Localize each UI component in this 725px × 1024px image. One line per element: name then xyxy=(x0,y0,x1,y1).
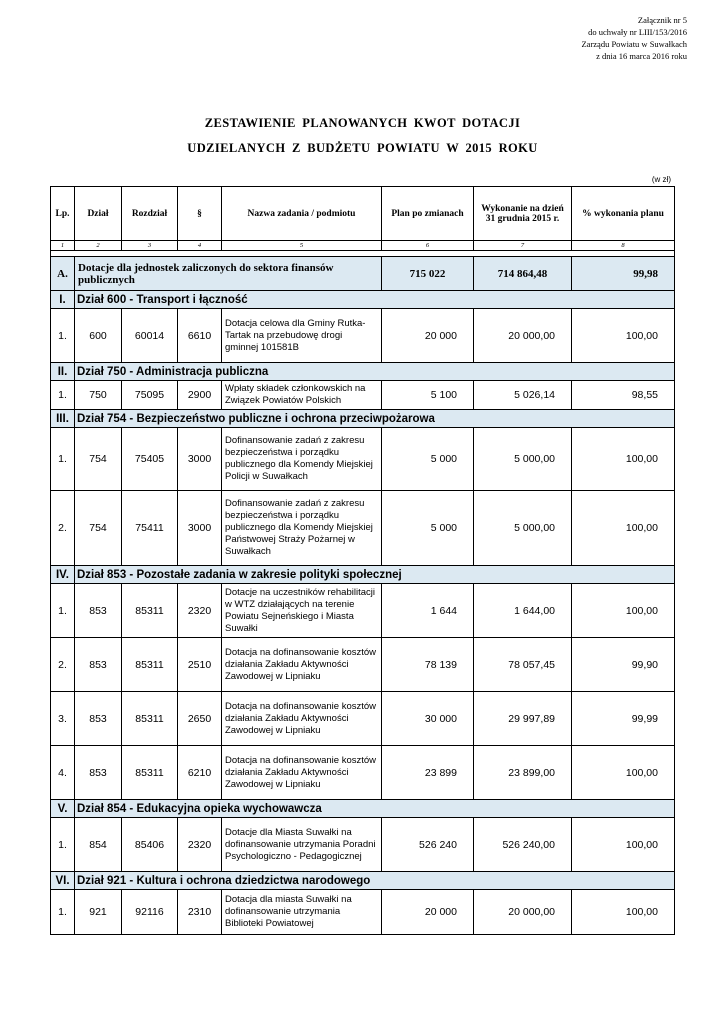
row-rozdzial: 85311 xyxy=(122,638,178,692)
row-dzial: 853 xyxy=(75,584,122,638)
row-procent: 100,00 xyxy=(572,584,675,638)
row-plan: 78 139 xyxy=(382,638,474,692)
section-number: V. xyxy=(51,800,75,818)
table-row xyxy=(51,381,675,410)
row-paragraf: 2310 xyxy=(178,890,222,935)
row-rozdzial: 85311 xyxy=(122,692,178,746)
row-lp: 1. xyxy=(51,381,75,410)
section-title: Dział 754 - Bezpieczeństwo publiczne i ochrona przeciwpożarowa xyxy=(75,410,675,428)
row-plan: 5 000 xyxy=(382,491,474,566)
column-number: 1 xyxy=(51,241,75,251)
row-rozdzial: 92116 xyxy=(122,890,178,935)
row-plan: 20 000 xyxy=(382,890,474,935)
document-title-line-1: ZESTAWIENIE PLANOWANYCH KWOT DOTACJI xyxy=(204,116,521,130)
row-procent: 99,99 xyxy=(572,692,675,746)
row-wykonanie: 5 000,00 xyxy=(474,428,572,491)
section-header-row xyxy=(51,800,675,818)
table-row xyxy=(51,692,675,746)
row-plan: 5 100 xyxy=(382,381,474,410)
row-lp: 3. xyxy=(51,692,75,746)
row-paragraf: 6210 xyxy=(178,746,222,800)
group-a-plan: 715 022 xyxy=(382,257,474,291)
row-procent: 100,00 xyxy=(572,309,675,363)
row-procent: 100,00 xyxy=(572,890,675,935)
row-paragraf: 2320 xyxy=(178,818,222,872)
table-row xyxy=(51,309,675,363)
row-rozdzial: 60014 xyxy=(122,309,178,363)
row-nazwa: Dotacja celowa dla Gminy Rutka-Tartak na przebudowę drogi gminnej 101581B xyxy=(222,309,382,363)
row-wykonanie: 78 057,45 xyxy=(474,638,572,692)
header-line: Załącznik nr 5 xyxy=(637,15,687,25)
col-header-paragraf: § xyxy=(178,187,222,241)
row-rozdzial: 75095 xyxy=(122,381,178,410)
row-wykonanie: 5 000,00 xyxy=(474,491,572,566)
row-plan: 1 644 xyxy=(382,584,474,638)
row-dzial: 853 xyxy=(75,746,122,800)
table-row xyxy=(51,818,675,872)
section-header-row xyxy=(51,410,675,428)
header-line: z dnia 16 marca 2016 roku xyxy=(596,51,687,61)
group-a-procent: 99,98 xyxy=(572,257,675,291)
row-wykonanie: 5 026,14 xyxy=(474,381,572,410)
column-number: 3 xyxy=(122,241,178,251)
row-nazwa: Dotacje dla Miasta Suwałki na dofinansowanie utrzymania Poradni Psychologiczno - Pedagogicznej xyxy=(222,818,382,872)
section-number: II. xyxy=(51,363,75,381)
section-title: Dział 750 - Administracja publiczna xyxy=(75,363,675,381)
row-rozdzial: 85311 xyxy=(122,584,178,638)
row-paragraf: 2650 xyxy=(178,692,222,746)
header-line: Zarządu Powiatu w Suwałkach xyxy=(581,39,687,49)
row-lp: 1. xyxy=(51,818,75,872)
row-lp: 2. xyxy=(51,638,75,692)
section-header-row xyxy=(51,363,675,381)
row-procent: 100,00 xyxy=(572,746,675,800)
row-plan: 23 899 xyxy=(382,746,474,800)
row-wykonanie: 1 644,00 xyxy=(474,584,572,638)
row-lp: 2. xyxy=(51,491,75,566)
column-number: 2 xyxy=(75,241,122,251)
row-wykonanie: 20 000,00 xyxy=(474,890,572,935)
group-a-label: A. xyxy=(51,257,75,291)
section-title: Dział 600 - Transport i łączność xyxy=(75,291,675,309)
section-title: Dział 854 - Edukacyjna opieka wychowawcza xyxy=(75,800,675,818)
row-paragraf: 2320 xyxy=(178,584,222,638)
row-nazwa: Dotacja na dofinansowanie kosztów działania Zakładu Aktywności Zawodowej w Lipniaku xyxy=(222,746,382,800)
row-dzial: 750 xyxy=(75,381,122,410)
row-plan: 20 000 xyxy=(382,309,474,363)
section-number: I. xyxy=(51,291,75,309)
row-plan: 5 000 xyxy=(382,428,474,491)
row-nazwa: Dofinansowanie zadań z zakresu bezpieczeństwa i porządku publicznego dla Komendy Miejskiej Policji w Suwałkach xyxy=(222,428,382,491)
row-lp: 1. xyxy=(51,890,75,935)
column-number: 8 xyxy=(572,241,675,251)
row-rozdzial: 85311 xyxy=(122,746,178,800)
row-paragraf: 3000 xyxy=(178,491,222,566)
row-dzial: 600 xyxy=(75,309,122,363)
row-nazwa: Dotacja na dofinansowanie kosztów działania Zakładu Aktywności Zawodowej w Lipniaku xyxy=(222,692,382,746)
row-paragraf: 2900 xyxy=(178,381,222,410)
table-row xyxy=(51,428,675,491)
table-row xyxy=(51,491,675,566)
row-wykonanie: 526 240,00 xyxy=(474,818,572,872)
row-dzial: 853 xyxy=(75,692,122,746)
row-nazwa: Dotacja na dofinansowanie kosztów działania Zakładu Aktywności Zawodowej w Lipniaku xyxy=(222,638,382,692)
group-a-name: Dotacje dla jednostek zaliczonych do sektora finansów publicznych xyxy=(75,257,382,291)
row-dzial: 853 xyxy=(75,638,122,692)
row-nazwa: Dofinansowanie zadań z zakresu bezpieczeństwa i porządku publicznego dla Komendy Miejskiej Państwowej Straży Pożarnej w Suwałkach xyxy=(222,491,382,566)
column-number: 7 xyxy=(474,241,572,251)
row-rozdzial: 85406 xyxy=(122,818,178,872)
row-dzial: 754 xyxy=(75,428,122,491)
row-plan: 526 240 xyxy=(382,818,474,872)
row-dzial: 921 xyxy=(75,890,122,935)
table-row xyxy=(51,890,675,935)
row-rozdzial: 75411 xyxy=(122,491,178,566)
row-paragraf: 2510 xyxy=(178,638,222,692)
header-line: do uchwały nr LIII/153/2016 xyxy=(588,27,687,37)
subsidy-table xyxy=(50,186,675,935)
row-nazwa: Dotacja dla miasta Suwałki na dofinansowanie utrzymania Biblioteki Powiatowej xyxy=(222,890,382,935)
section-title: Dział 853 - Pozostałe zadania w zakresie polityki społecznej xyxy=(75,566,675,584)
row-procent: 100,00 xyxy=(572,491,675,566)
column-number: 4 xyxy=(178,241,222,251)
attachment-header xyxy=(581,14,687,62)
row-procent: 99,90 xyxy=(572,638,675,692)
section-header-row xyxy=(51,291,675,309)
row-rozdzial: 75405 xyxy=(122,428,178,491)
section-number: VI. xyxy=(51,872,75,890)
row-lp: 1. xyxy=(51,309,75,363)
group-a-wykonanie: 714 864,48 xyxy=(474,257,572,291)
row-procent: 100,00 xyxy=(572,428,675,491)
column-number-row xyxy=(51,241,675,251)
col-header-procent: % wykonania planu xyxy=(572,187,675,241)
row-dzial: 854 xyxy=(75,818,122,872)
row-nazwa: Dotacje na uczestników rehabilitacji w WTZ działających na terenie Powiatu Sejneńskiego i Miasta Suwałki xyxy=(222,584,382,638)
col-header-wykonanie: Wykonanie na dzień 31 grudnia 2015 r. xyxy=(474,187,572,241)
section-header-row xyxy=(51,566,675,584)
row-paragraf: 6610 xyxy=(178,309,222,363)
row-dzial: 754 xyxy=(75,491,122,566)
group-a-row xyxy=(51,257,675,291)
row-lp: 4. xyxy=(51,746,75,800)
col-header-plan: Plan po zmianach xyxy=(382,187,474,241)
section-number: IV. xyxy=(51,566,75,584)
row-procent: 100,00 xyxy=(572,818,675,872)
section-title: Dział 921 - Kultura i ochrona dziedzictwa narodowego xyxy=(75,872,675,890)
row-lp: 1. xyxy=(51,428,75,491)
col-header-lp: Lp. xyxy=(51,187,75,241)
section-header-row xyxy=(51,872,675,890)
row-lp: 1. xyxy=(51,584,75,638)
table-row xyxy=(51,638,675,692)
row-wykonanie: 23 899,00 xyxy=(474,746,572,800)
section-number: III. xyxy=(51,410,75,428)
row-nazwa: Wpłaty składek członkowskich na Związek Powiatów Polskich xyxy=(222,381,382,410)
column-number: 6 xyxy=(382,241,474,251)
row-wykonanie: 20 000,00 xyxy=(474,309,572,363)
table-row xyxy=(51,584,675,638)
currency-unit-note: (w zł) xyxy=(651,175,671,184)
column-number: 5 xyxy=(222,241,382,251)
table-header-row xyxy=(51,187,675,241)
row-procent: 98,55 xyxy=(572,381,675,410)
col-header-rozdzial: Rozdział xyxy=(122,187,178,241)
document-title-line-2: UDZIELANYCH Z BUDŻETU POWIATU W 2015 ROKU xyxy=(187,141,538,155)
row-paragraf: 3000 xyxy=(178,428,222,491)
row-plan: 30 000 xyxy=(382,692,474,746)
col-header-dzial: Dział xyxy=(75,187,122,241)
table-row xyxy=(51,746,675,800)
col-header-nazwa: Nazwa zadania / podmiotu xyxy=(222,187,382,241)
row-wykonanie: 29 997,89 xyxy=(474,692,572,746)
